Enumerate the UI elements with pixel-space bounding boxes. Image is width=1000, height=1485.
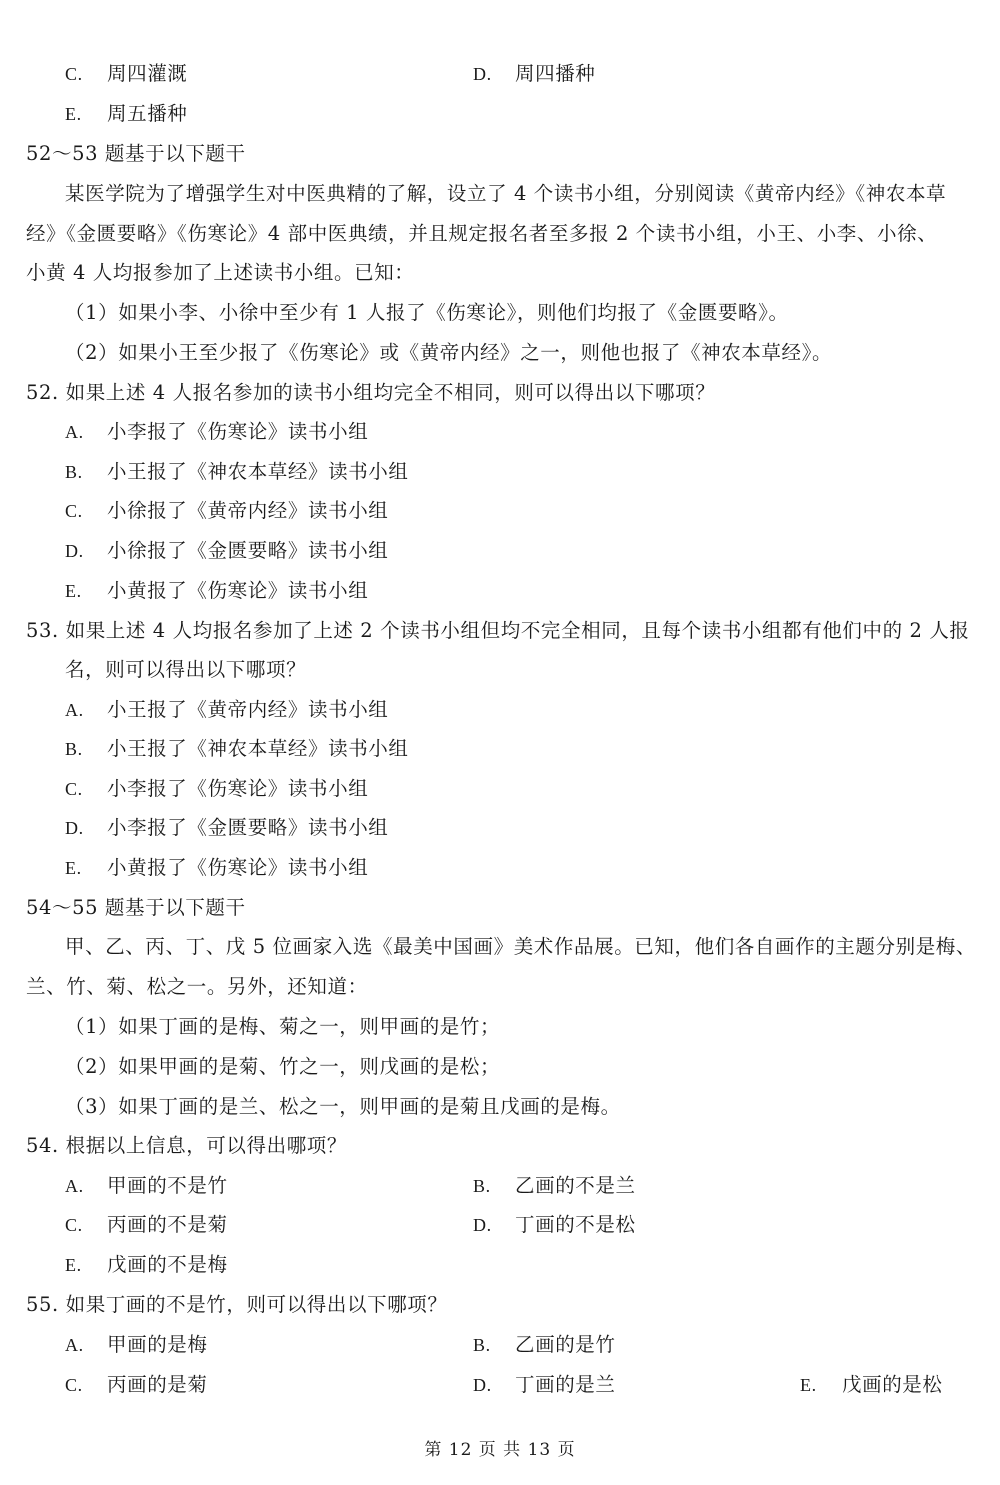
q55-option-c [65,1371,208,1399]
q53-option-c [65,775,369,803]
q55-option-d [473,1371,616,1399]
option-label: A. [65,700,84,720]
option-label: A. [65,1335,84,1355]
q53-question-line-1: 53. 如果上述 4 人均报名参加了上述 2 个读书小组但均不完全相同，且每个读书小组都有他们中的 2 人报 [26,619,970,642]
group-52-53-condition-1: （1）如果小李、小徐中至少有 1 人报了《伤寒论》，则他们均报了《金匮要略》。 [65,301,789,324]
q51-option-e [65,100,188,128]
option-text: 乙画的不是兰 [515,1174,636,1197]
group-52-53-stem-line-3: 小黄 4 人均报参加了上述读书小组。已知： [26,261,415,284]
q51-option-d [473,60,596,88]
option-text: 戊画的是松 [842,1373,943,1396]
q55-question: 55. 如果丁画的不是竹，则可以得出以下哪项？ [26,1293,448,1316]
option-text: 小王报了《黄帝内经》读书小组 [107,698,389,721]
option-label: C. [65,1375,83,1395]
q55-option-b [473,1331,616,1359]
group-52-53-header: 52～53 题基于以下题干 [26,142,246,165]
q53-question-line-2: 名，则可以得出以下哪项？ [65,658,307,681]
option-text: 周四播种 [515,62,596,85]
option-text: 甲画的是梅 [107,1333,208,1356]
page-number-footer: 第 12 页 共 13 页 [424,1440,576,1460]
option-text: 小徐报了《黄帝内经》读书小组 [107,499,389,522]
option-label: C. [65,779,83,799]
option-label: D. [473,1215,492,1235]
option-label: D. [65,541,84,561]
option-text: 小徐报了《金匮要略》读书小组 [107,539,389,562]
option-label: D. [473,64,492,84]
q53-option-d [65,814,389,842]
option-text: 小李报了《金匮要略》读书小组 [107,816,389,839]
option-label: B. [65,739,83,759]
option-text: 小李报了《伤寒论》读书小组 [107,777,369,800]
q52-question: 52. 如果上述 4 人报名参加的读书小组均完全不相同，则可以得出以下哪项？ [26,381,716,404]
option-label: E. [65,858,82,878]
option-text: 丙画的是菊 [107,1373,208,1396]
option-text: 周五播种 [107,102,188,125]
option-text: 小王报了《神农本草经》读书小组 [107,460,409,483]
q52-option-e [65,577,369,605]
option-text: 丁画的不是松 [515,1213,636,1236]
group-54-55-stem-line-2: 兰、竹、菊、松之一。另外，还知道： [26,975,368,998]
option-label: E. [65,104,82,124]
q52-option-a [65,418,369,446]
option-text: 小王报了《神农本草经》读书小组 [107,737,409,760]
option-label: C. [65,64,83,84]
option-text: 小李报了《伤寒论》读书小组 [107,420,369,443]
option-label: B. [473,1335,491,1355]
option-text: 小黄报了《伤寒论》读书小组 [107,856,369,879]
option-text: 丁画的是兰 [515,1373,616,1396]
option-text: 小黄报了《伤寒论》读书小组 [107,579,369,602]
option-label: D. [473,1375,492,1395]
group-54-55-header: 54～55 题基于以下题干 [26,896,246,919]
option-label: D. [65,818,84,838]
option-label: C. [65,501,83,521]
group-54-55-stem-line-1: 甲、乙、丙、丁、戊 5 位画家入选《最美中国画》美术作品展。已知，他们各自画作的主题分别是梅、 [65,935,977,958]
group-54-55-condition-3: （3）如果丁画的是兰、松之一，则甲画的是菊且戊画的是梅。 [65,1095,621,1118]
group-54-55-condition-2: （2）如果甲画的是菊、竹之一，则戊画的是松； [65,1055,501,1078]
option-text: 甲画的不是竹 [107,1174,228,1197]
option-label: A. [65,422,84,442]
option-label: A. [65,1176,84,1196]
group-54-55-condition-1: （1）如果丁画的是梅、菊之一，则甲画的是竹； [65,1015,501,1038]
option-label: B. [65,462,83,482]
q52-option-c [65,497,389,525]
q54-option-c [65,1211,228,1239]
q55-option-a [65,1331,208,1359]
q51-option-c [65,60,188,88]
q54-option-e [65,1251,228,1279]
q53-option-b [65,735,409,763]
group-52-53-stem-line-2: 经》《金匮要略》《伤寒论》4 部中医典绩，并且规定报名者至多报 2 个读书小组，小王、小李、小徐、 [26,222,938,245]
option-label: E. [65,581,82,601]
option-label: C. [65,1215,83,1235]
group-52-53-condition-2: （2）如果小王至少报了《伤寒论》或《黄帝内经》之一，则他也报了《神农本草经》。 [65,341,833,364]
option-label: E. [65,1255,82,1275]
group-52-53-stem-line-1: 某医学院为了增强学生对中医典精的了解，设立了 4 个读书小组，分别阅读《黄帝内经》《神农本草 [65,182,947,205]
q53-option-a [65,696,389,724]
q54-option-a [65,1172,228,1200]
option-text: 戊画的不是梅 [107,1253,228,1276]
q54-option-b [473,1172,636,1200]
option-text: 周四灌溉 [107,62,188,85]
q52-option-d [65,537,389,565]
q53-option-e [65,854,369,882]
q55-option-e [800,1371,943,1399]
q54-question: 54. 根据以上信息，可以得出哪项？ [26,1134,348,1157]
option-text: 乙画的是竹 [515,1333,616,1356]
q52-option-b [65,458,409,486]
q54-option-d [473,1211,636,1239]
option-text: 丙画的不是菊 [107,1213,228,1236]
option-label: B. [473,1176,491,1196]
option-label: E. [800,1375,817,1395]
